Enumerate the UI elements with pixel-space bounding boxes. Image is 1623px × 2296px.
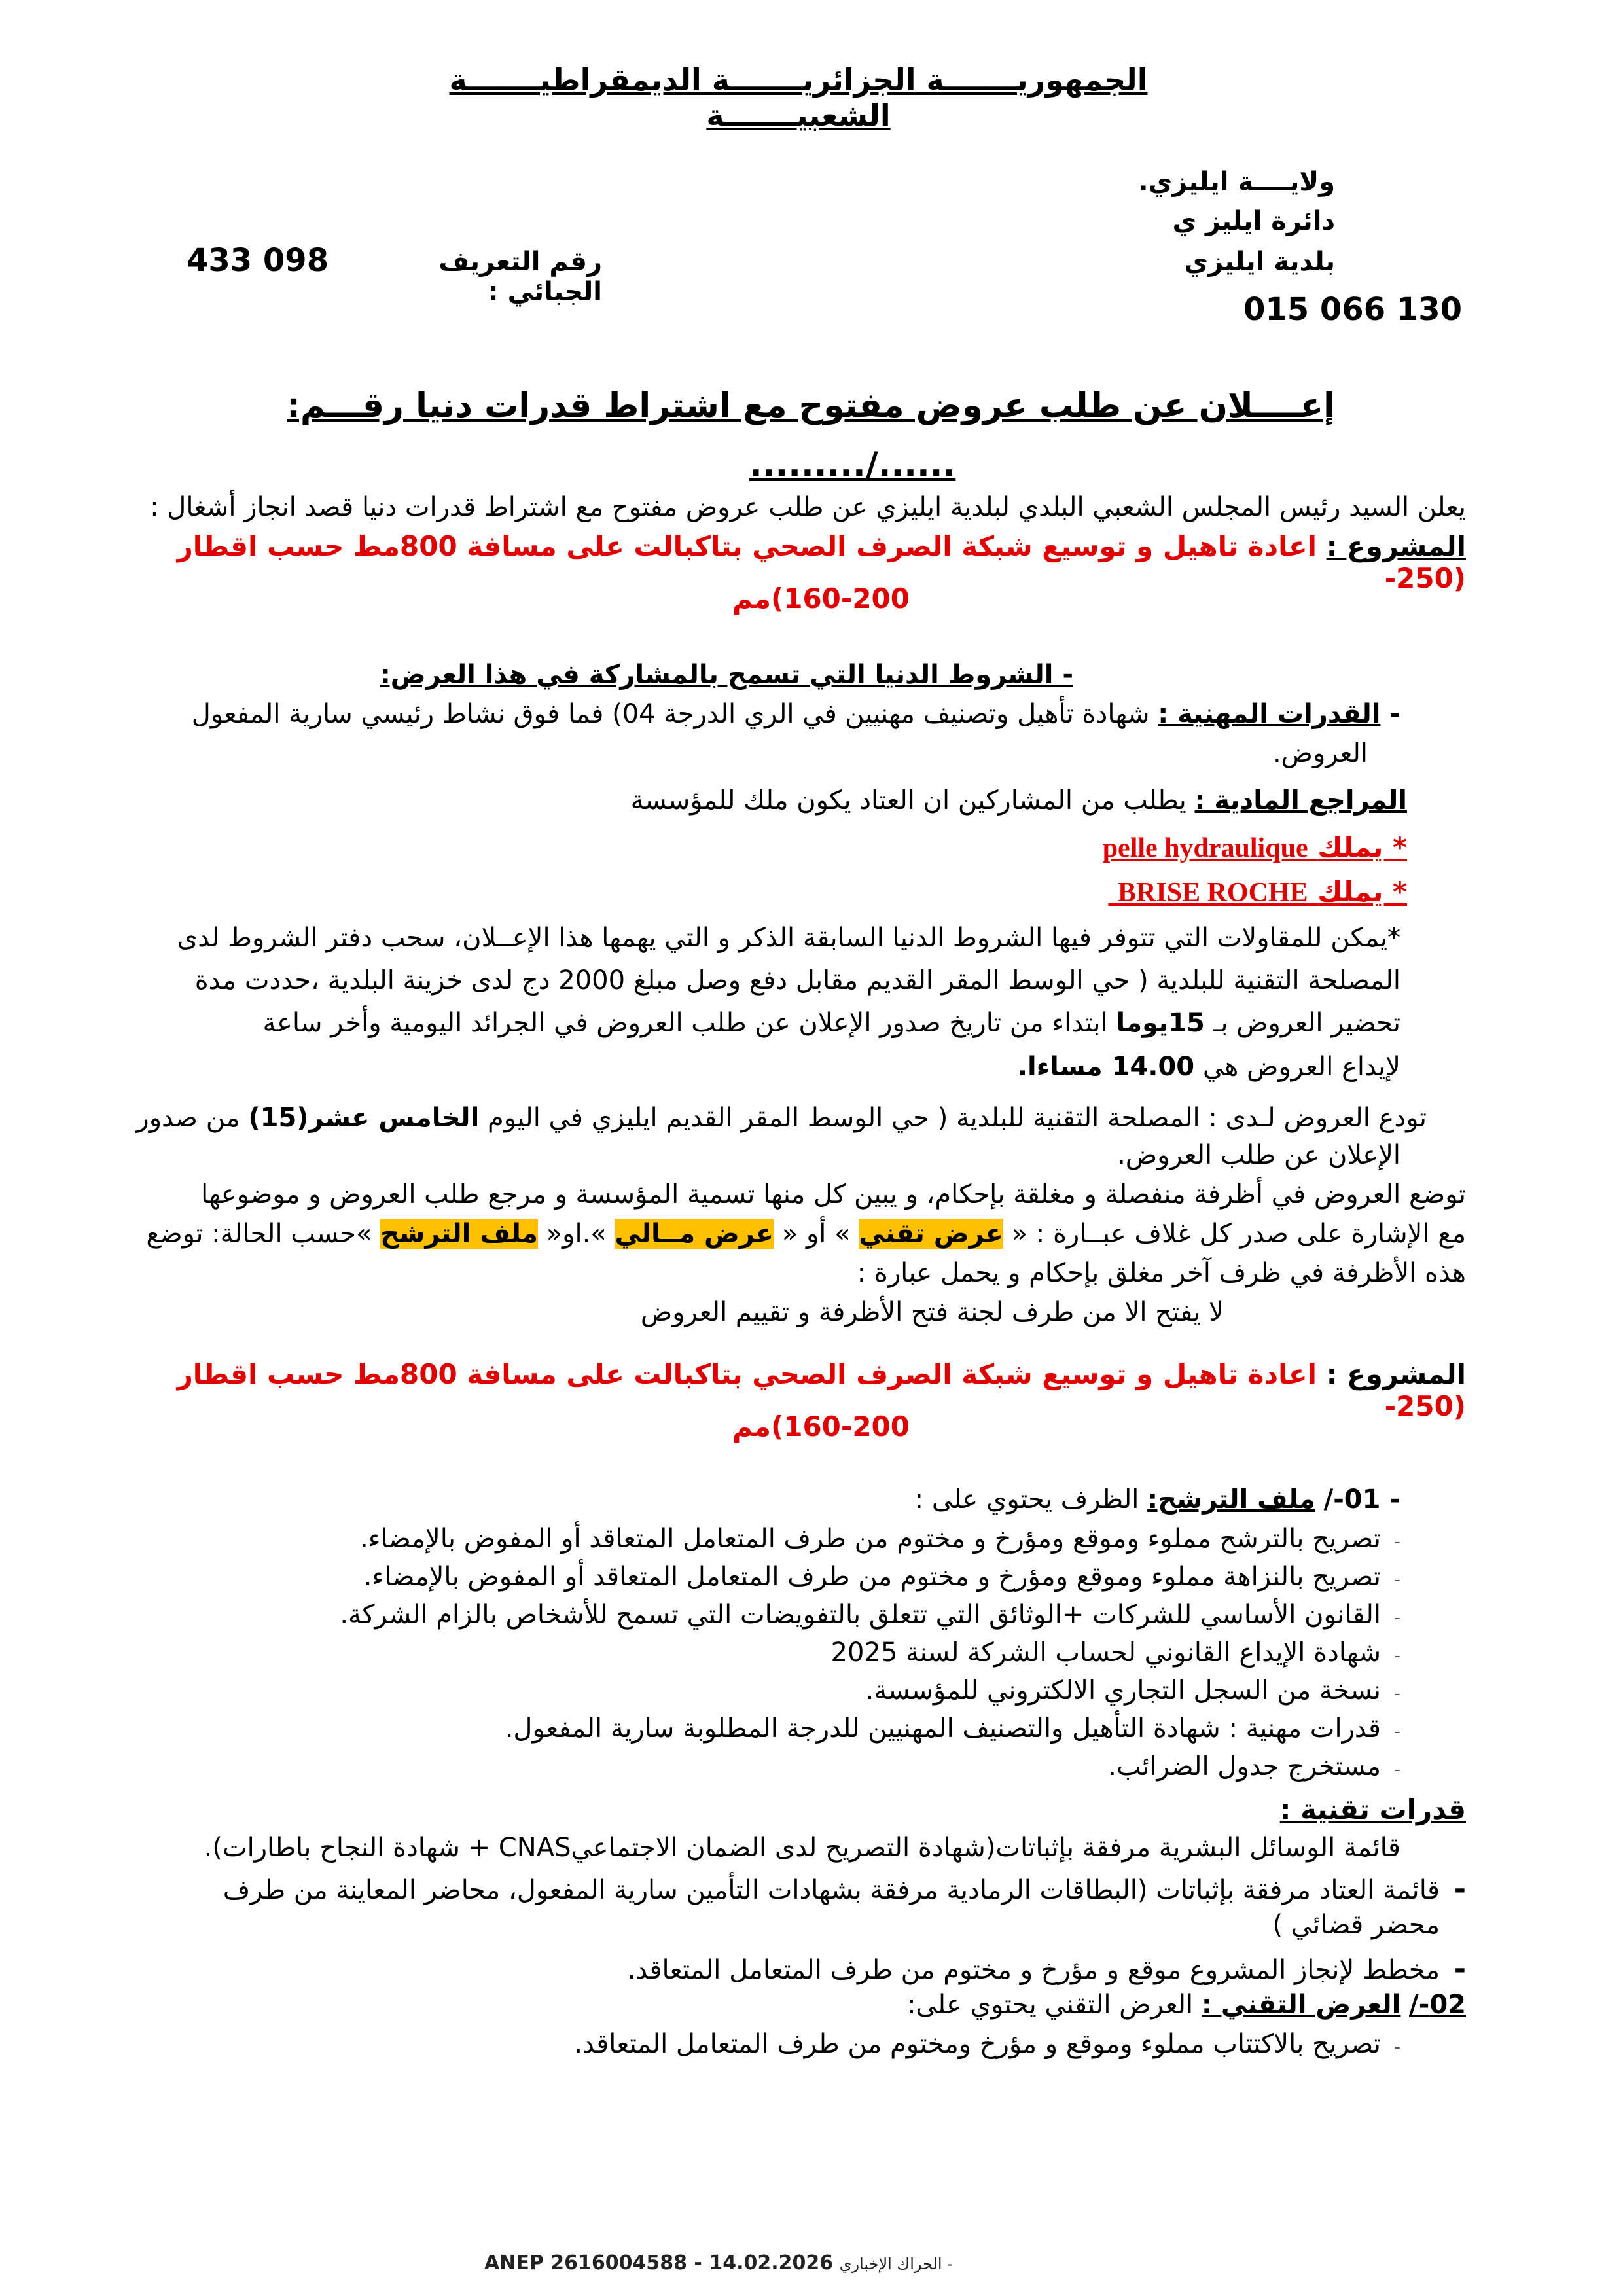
stat-number: 015 066 130: [1243, 291, 1463, 328]
list-bullet: -: [1394, 1722, 1400, 1742]
project-label: المشروع :: [1326, 530, 1466, 562]
body-line-3: [92, 1008, 1400, 1038]
project-line-2: 160-200)مم: [732, 583, 910, 615]
project-text: اعادة تاهيل و توسيع شبكة الصرف الصحي بتاكبالت على مسافة 800مط حسب اقطار (250-: [177, 530, 1466, 594]
wilaya: ولايــــة ايليزي.: [1138, 167, 1335, 197]
equipment-2: [753, 876, 1407, 908]
days-value: 15يوما: [1116, 1008, 1205, 1038]
equipment-1-label: * يملك: [1317, 831, 1407, 863]
list-bullet: -: [1394, 1532, 1400, 1552]
candidacy-num: - 01-/: [1323, 1484, 1400, 1515]
list-bullet: -: [1394, 1570, 1400, 1590]
technical-line-2b: محضر قضائي ): [1272, 1910, 1440, 1940]
body-line-4: [92, 1052, 1400, 1082]
professional-capacity: [92, 699, 1400, 729]
envelope-line-1: توضع العروض في أظرفة منفصلة و مغلقة بإحكام، و يبين كل منها تسمية المؤسسة و مرجع طلب العروض و موضوعها: [201, 1179, 1466, 1210]
intro-text: يعلن السيد رئيس المجلس الشعبي البلدي لبلدية ايليزي عن طلب عروض مفتوح مع اشتراط قدرات دنيا قصد انجاز أشغال :: [150, 492, 1466, 522]
equipment-1: [753, 831, 1407, 864]
financial-offer-label: عرض مــالي: [615, 1219, 774, 1249]
daira: دائرة ايليز ي: [1172, 206, 1335, 236]
candidacy-item: -شهادة الإيداع القانوني لحساب الشركة لسنة 2025: [830, 1638, 1400, 1668]
envelope-line-2a: مع الإشارة على صدر كل غلاف عبــارة : «: [1011, 1219, 1466, 1249]
candidacy-tail: الظرف يحتوي على :: [914, 1484, 1139, 1515]
announcement-title: إعــــلان عن طلب عروض مفتوح مع اشتراط قدرات دنيا رقـــم:: [287, 386, 1335, 425]
deposit-line-1b: من صدور: [136, 1103, 240, 1133]
tech-offer-num: 02-/: [1409, 1990, 1466, 2020]
tax-number: 433 098: [187, 242, 329, 279]
body-line-3a: تحضير العروض بـ: [1213, 1008, 1400, 1038]
list-bullet: -: [1394, 1608, 1400, 1628]
envelope-line-4: لا يفتح الا من طرف لجنة فتح الأظرفة و تقييم العروض: [640, 1297, 1224, 1327]
envelope-line-2: [79, 1219, 1466, 1249]
tech-offer-label: عرض تقني: [859, 1219, 1003, 1249]
list-bullet: -: [1394, 2037, 1400, 2057]
tech-offer-item: -تصريح بالاكتتاب مملوء وموقع و مؤرخ ومختوم من طرف المتعامل المتعاقد.: [574, 2029, 1400, 2059]
candidacy-item: -قدرات مهنية : شهادة التأهيل والتصنيف المهنيين للدرجة المطلوبة سارية المفعول.: [505, 1713, 1400, 1744]
deposit-line-2: الإعلان عن طلب العروض.: [1117, 1140, 1400, 1170]
professional-text: شهادة تأهيل وتصنيف مهنيين في الري الدرجة 04) فما فوق نشاط رئيسي سارية المفعول: [191, 699, 1150, 729]
body-line-1: *يمكن للمقاولات التي تتوفر فيها الشروط الدنيا السابقة الذكر و التي يهمها هذا الإعــلان، سحب دفتر الشروط لدى: [177, 923, 1400, 953]
technical-item-2: [170, 1871, 1466, 1909]
candidacy-item: -القانون الأساسي للشركات +الوثائق التي تتعلق بالتفويضات التي تسمح للأشخاص بالزام الشركة.: [340, 1600, 1400, 1630]
equipment-2-label: * يملك: [1317, 876, 1407, 908]
body-line-4a: لإيداع العروض هي: [1202, 1052, 1400, 1082]
list-bullet: -: [1454, 1873, 1466, 1906]
candidacy-heading: [419, 1484, 1400, 1515]
material-text: يطلب من المشاركين ان العتاد يكون ملك للمؤسسة: [630, 785, 1186, 816]
tech-offer-tail: العرض التقني يحتوي على:: [907, 1990, 1194, 2020]
professional-text-2: العروض.: [1272, 738, 1368, 768]
material-references: [229, 785, 1407, 816]
republic-title: الجمهوريـــــــة الجزائريـــــــة الديمقراطيـــــــة الشعبيـــــــة: [449, 62, 1148, 133]
equipment-1-name: pelle hydraulique: [1102, 833, 1308, 863]
equipment-2-name: BRISE ROCHE: [1118, 878, 1308, 908]
list-bullet: -: [1454, 1952, 1466, 1986]
footer: [484, 2251, 953, 2274]
footer-paper: - الحراك الإخباري: [839, 2255, 953, 2273]
envelope-line-2c: ».او«: [546, 1219, 607, 1249]
candidacy-label: ملف الترشح:: [1147, 1484, 1315, 1515]
conditions-heading: - الشروط الدنيا التي تسمح بالمشاركة في هذا العرض:: [380, 660, 1073, 690]
deposit-line-1a: تودع العروض لـدى : المصلحة التقنية للبلدية ( حي الوسط المقر القديم ايليزي في اليوم: [488, 1103, 1427, 1133]
commune: بلدية ايليزي: [1184, 247, 1335, 277]
technical-line-3: مخطط لإنجاز المشروع موقع و مؤرخ و مختوم من طرف المتعامل المتعاقد.: [627, 1955, 1440, 1985]
announcement-number: ........./......: [749, 445, 956, 484]
tech-offer-heading: [484, 1990, 1466, 2020]
tech-offer-label: العرض التقني :: [1201, 1990, 1401, 2020]
candidacy-item: -تصريح بالترشح مملوء وموقع ومؤرخ و مختوم من طرف المتعامل المتعاقد أو المفوض بالإمضاء.: [360, 1524, 1400, 1554]
technical-item-3: [170, 1950, 1466, 1989]
envelope-line-3: هذه الأظرفة في ظرف آخر مغلق بإحكام و يحمل عبارة :: [857, 1258, 1466, 1288]
list-bullet: -: [1394, 1760, 1400, 1780]
candidacy-item: -نسخة من السجل التجاري الالكتروني للمؤسسة.: [865, 1676, 1400, 1706]
project2-text: اعادة تاهيل و توسيع شبكة الصرف الصحي بتاكبالت على مسافة 800مط حسب اقطار (250-: [177, 1358, 1466, 1422]
deposit-day: الخامس عشر(15): [248, 1103, 480, 1133]
technical-line-1: قائمة الوسائل البشرية مرفقة بإثباتات(شهادة التصريح لدى الضمان الاجتماعيCNAS + شهادة النجاح باطارات).: [204, 1833, 1400, 1863]
candidacy-item: -تصريح بالنزاهة مملوء وموقع ومؤرخ و مختوم من طرف المتعامل المتعاقد أو المفوض بالإمضاء.: [363, 1562, 1400, 1592]
list-bullet: -: [1394, 1684, 1400, 1704]
professional-label: القدرات المهنية :: [1158, 699, 1381, 729]
list-bullet: -: [1394, 1646, 1400, 1666]
dash-bullet: -: [1380, 699, 1400, 729]
technical-line-2: قائمة العتاد مرفقة بإثباتات (البطاقات الرمادية مرفقة بشهادات التأمين سارية المفعول، محاضر المعاينة من طرف: [223, 1875, 1440, 1905]
body-line-3b: ابتداء من تاريخ صدور الإعلان عن طلب العروض في الجرائد اليومية وأخر ساعة: [262, 1008, 1108, 1038]
project2-label: المشروع :: [1326, 1358, 1466, 1390]
project2-line-2: 160-200)مم: [732, 1410, 910, 1443]
material-label: المراجع المادية :: [1194, 785, 1407, 816]
deposit-line-1: [118, 1103, 1427, 1133]
candidacy-file-label: ملف الترشح: [380, 1219, 538, 1249]
envelope-line-2b: » أو «: [781, 1219, 851, 1249]
deadline-time: 14.00 مساءا.: [1017, 1052, 1195, 1082]
envelope-line-2d: »حسب الحالة: توضع: [146, 1219, 372, 1249]
footer-ref: ANEP 2616004588 - 14.02.2026: [484, 2251, 834, 2274]
technical-heading: قدرات تقنية :: [1279, 1793, 1466, 1825]
body-line-2: المصلحة التقنية للبلدية ( حي الوسط المقر القديم مقابل دفع وصل مبلغ 2000 دج لدى خزينة البلدية ،حددت مدة: [194, 965, 1400, 996]
candidacy-item: -مستخرج جدول الضرائب.: [1108, 1751, 1400, 1782]
tax-label: رقم التعريف الجبائي :: [438, 247, 602, 307]
